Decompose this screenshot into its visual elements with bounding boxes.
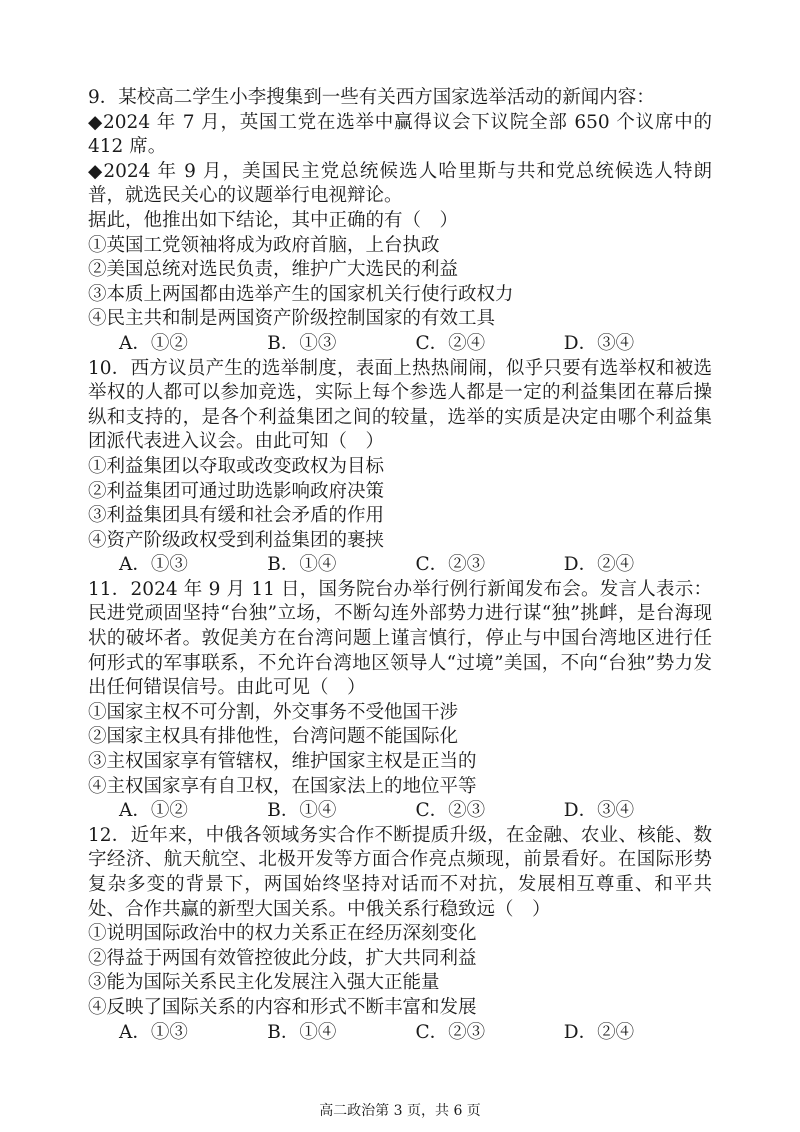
question-stem: 10．西方议员产生的选举制度，表面上热热闹闹，似乎只要有选举权和被选举权的人都可以参加竞选，实际上每个参选人都是一定的利益集团在幕后操纵和支持的，是各个利益集团之间的较量，选举的实质是决定由哪个利益集团派代表进入议会。由此可知（ ）	[88, 357, 712, 453]
statement: ④反映了国际关系的内容和形式不断丰富和发展	[88, 996, 477, 1018]
answer-options	[88, 799, 712, 824]
question-11	[88, 578, 712, 824]
news-item: ◆2024 年 7 月，英国工党在选举中赢得议会下议院全部 650 个议席中的 412 席。	[88, 111, 712, 158]
question-12	[88, 824, 712, 1045]
option-d[interactable]: D．③④	[563, 800, 635, 822]
question-stem: 9．某校高二学生小李搜集到一些有关西方国家选举活动的新闻内容：	[88, 87, 655, 108]
statement: ②国家主权具有排他性，台湾问题不能国际化	[88, 726, 459, 748]
option-c[interactable]: C．②③	[415, 1021, 486, 1043]
answer-options	[88, 553, 712, 578]
question-stem: 12．近年来，中俄各领域务实合作不断提质升级，在金融、农业、核能、数字经济、航天航空、北极开发等方面合作亮点频现，前景看好。在国际形势复杂多变的背景下，两国始终坚持对话而不对抗，发展相互尊重、和平共处、合作共赢的新型大国关系。中俄关系行稳致远（ ）	[88, 824, 712, 920]
statement: ②美国总统对选民负责，维护广大选民的利益	[88, 259, 459, 281]
option-c[interactable]: C．②④	[415, 332, 486, 354]
answer-options	[88, 1021, 712, 1046]
exam-page	[88, 86, 712, 1045]
question-stem: 11．2024 年 9 月 11 日，国务院台办举行例行新闻发布会。发言人表示：民进党顽固坚持“台独”立场，不断勾连外部势力进行谋“独”挑衅，是台海现状的破坏者。敦促美方在台湾问题上谨言慎行，停止与中国台湾地区进行任何形式的军事联系，不允许台湾地区领导人“过境”美国，不向“台独”势力发出任何错误信号。由此可见（ ）	[88, 578, 712, 699]
statement: ④主权国家享有自卫权，在国家法上的地位平等	[88, 775, 477, 797]
option-a[interactable]: A．①②	[119, 800, 188, 822]
question-10	[88, 357, 712, 578]
option-b[interactable]: B．①③	[267, 332, 337, 354]
option-b[interactable]: B．①④	[267, 554, 337, 576]
option-a[interactable]: A．①③	[119, 554, 188, 576]
option-a[interactable]: A．①③	[119, 1021, 188, 1043]
news-item: ◆2024 年 9 月，美国民主党总统候选人哈里斯与共和党总统候选人特朗普，就选民关心的议题举行电视辩论。	[88, 160, 712, 207]
option-d[interactable]: D．②④	[563, 1021, 635, 1043]
page-footer: 高二政治第 3 页，共 6 页	[319, 1103, 481, 1119]
option-b[interactable]: B．①④	[267, 800, 337, 822]
statement: ②利益集团可通过助选影响政府决策	[88, 480, 385, 502]
statement: ③利益集团具有缓和社会矛盾的作用	[88, 505, 385, 527]
option-c[interactable]: C．②③	[415, 554, 486, 576]
statement: ③本质上两国都由选举产生的国家机关行使行政权力	[88, 283, 514, 305]
question-prompt: 据此，他推出如下结论，其中正确的有（ ）	[88, 209, 459, 231]
answer-options	[88, 332, 712, 357]
statement: ①利益集团以夺取或改变政权为目标	[88, 455, 385, 477]
statement: ④资产阶级政权受到利益集团的裹挟	[88, 529, 385, 551]
statement: ①英国工党领袖将成为政府首脑，上台执政	[88, 234, 440, 256]
statement: ①国家主权不可分割，外交事务不受他国干涉	[88, 701, 459, 723]
option-c[interactable]: C．②③	[415, 800, 486, 822]
statement: ④民主共和制是两国资产阶级控制国家的有效工具	[88, 308, 496, 330]
question-9	[88, 86, 712, 357]
statement: ①说明国际政治中的权力关系正在经历深刻变化	[88, 923, 477, 945]
statement: ③主权国家享有管辖权，维护国家主权是正当的	[88, 751, 477, 773]
option-a[interactable]: A．①②	[119, 332, 188, 354]
statement: ③能为国际关系民主化发展注入强大正能量	[88, 972, 440, 994]
statement: ②得益于两国有效管控彼此分歧，扩大共同利益	[88, 947, 477, 969]
option-d[interactable]: D．③④	[563, 332, 635, 354]
option-b[interactable]: B．①④	[267, 1021, 337, 1043]
option-d[interactable]: D．②④	[563, 554, 635, 576]
